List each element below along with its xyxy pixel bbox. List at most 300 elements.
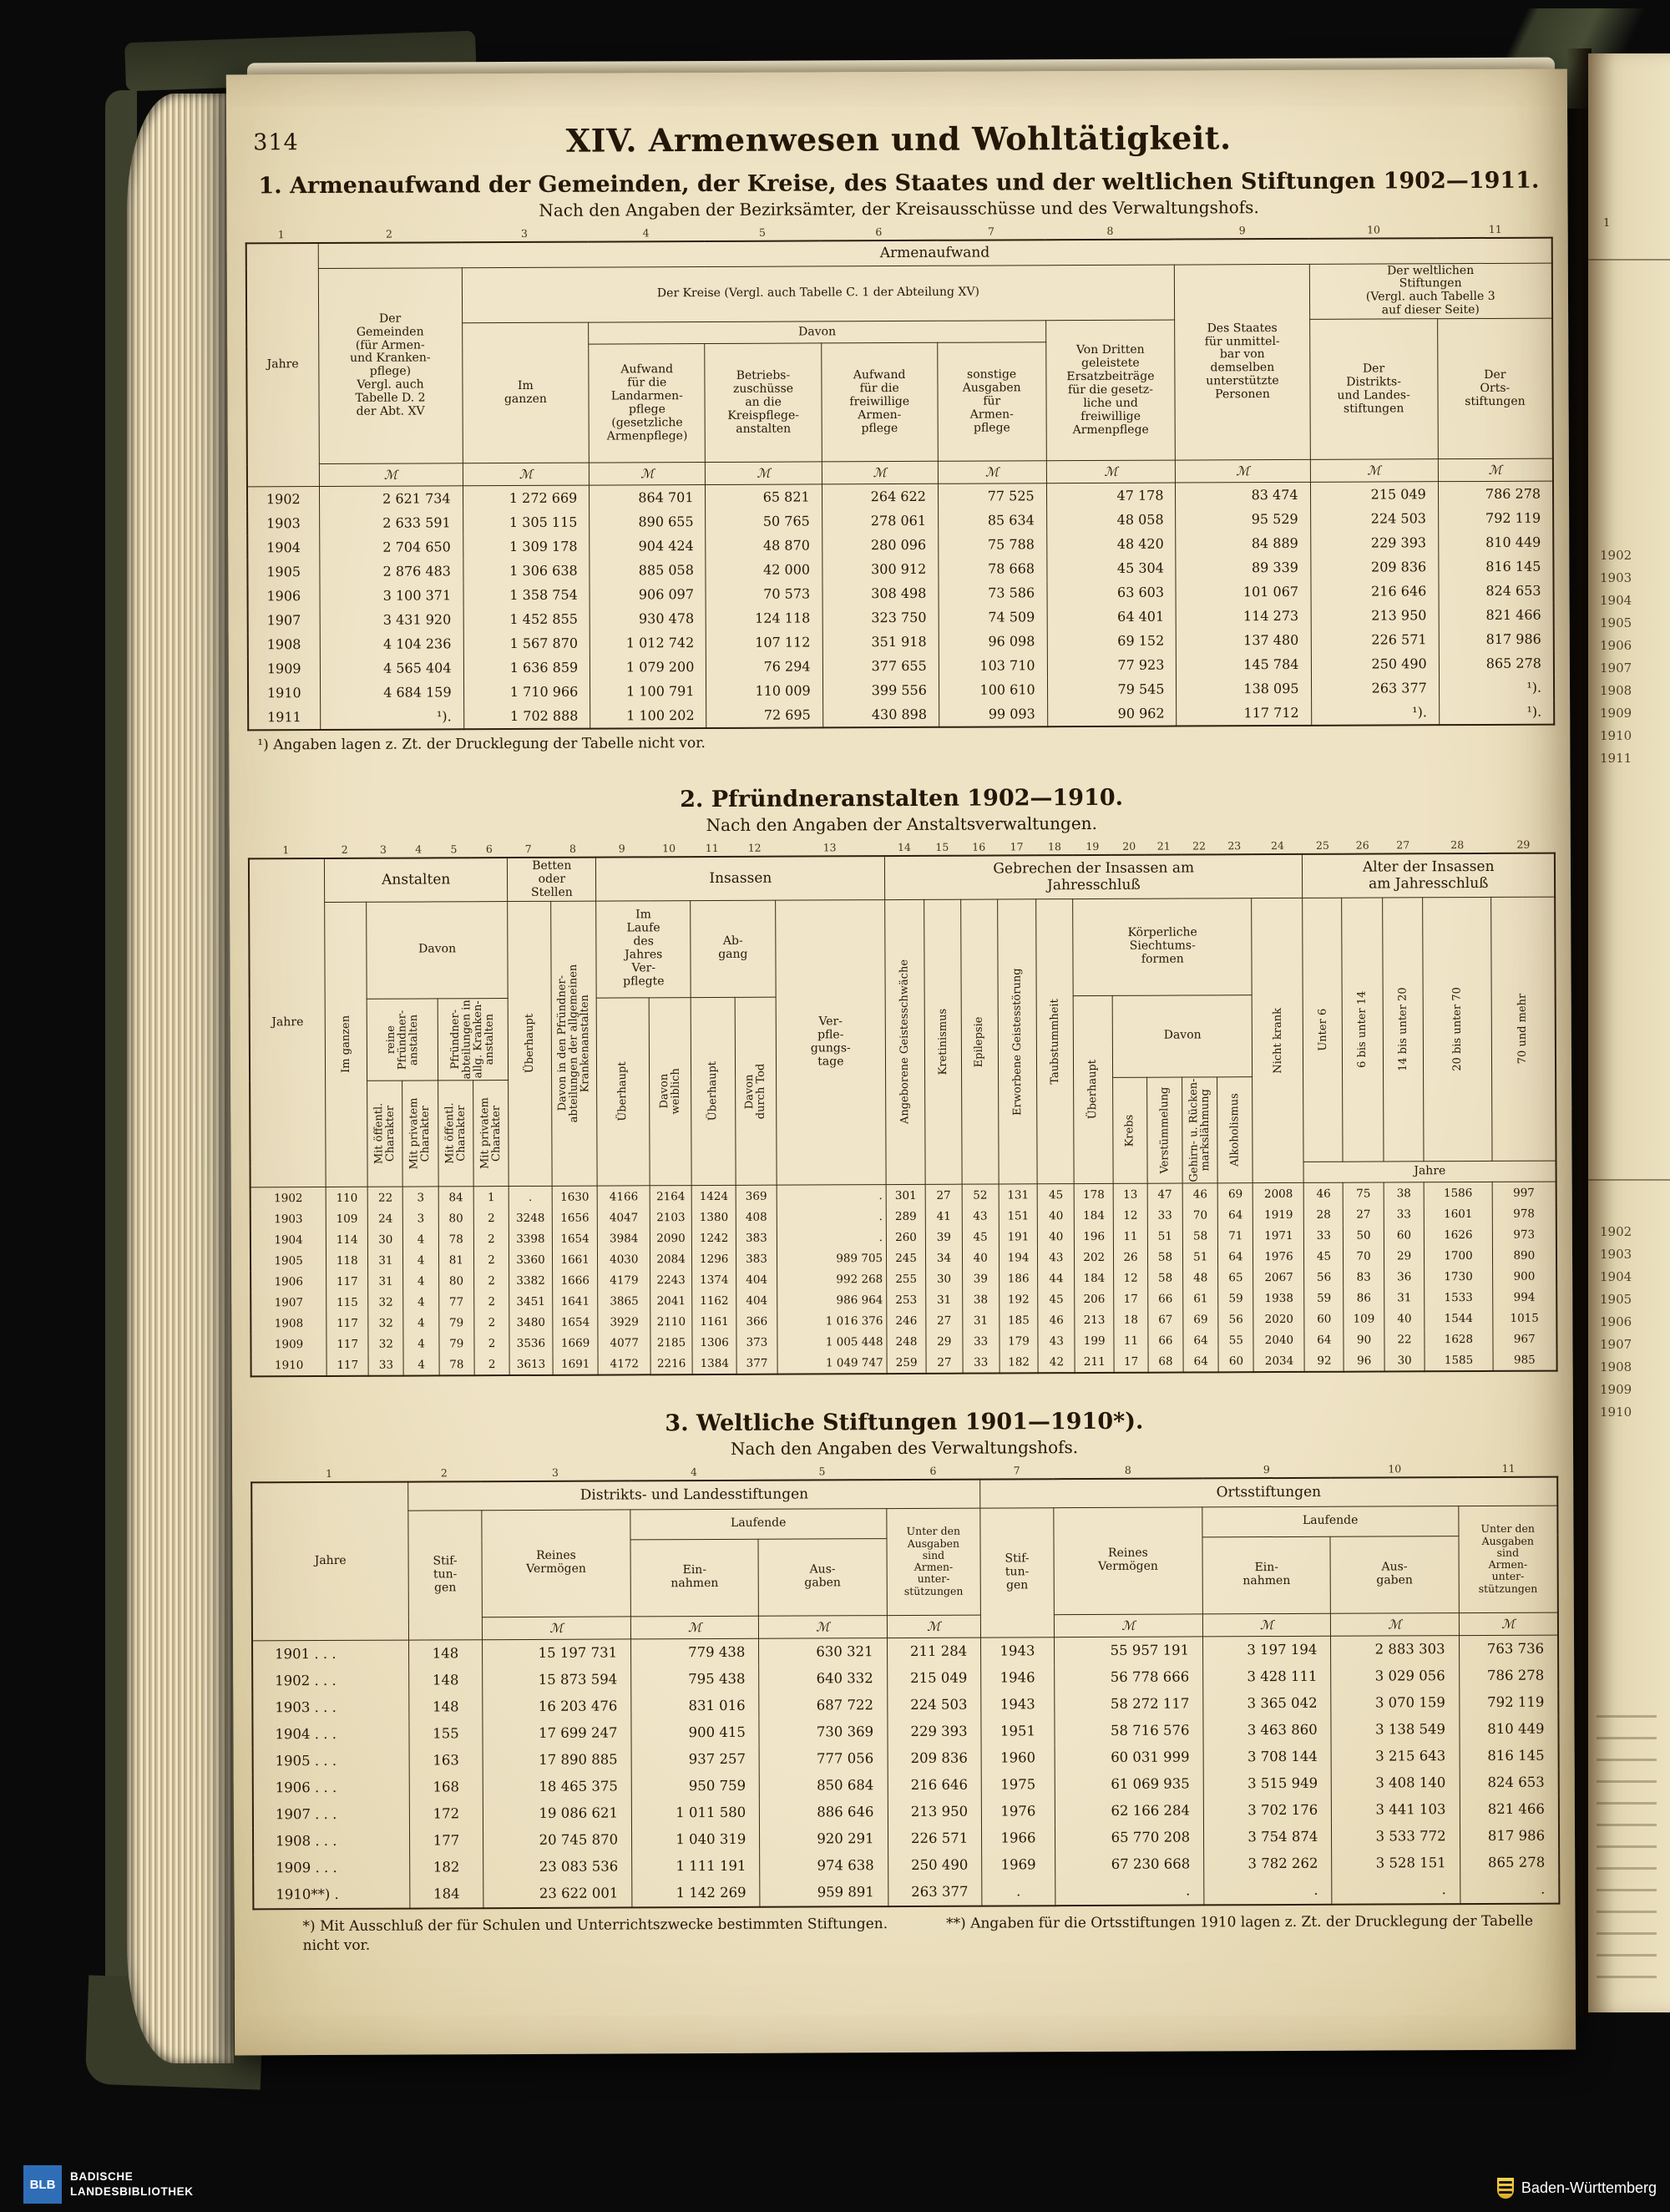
- value-cell: 816 145: [1460, 1742, 1559, 1769]
- value-cell: 148: [409, 1639, 483, 1667]
- table2-body: [250, 1182, 1557, 1376]
- value-cell: 36: [1384, 1266, 1425, 1287]
- value-cell: 1669: [553, 1333, 599, 1354]
- value-cell: 45: [1038, 1288, 1075, 1309]
- value-cell: 997: [1492, 1182, 1556, 1203]
- blb-library-logo: [23, 2165, 194, 2204]
- value-cell: 64: [1218, 1204, 1253, 1225]
- value-cell: 2040: [1253, 1329, 1304, 1350]
- value-cell: 77 525: [938, 483, 1046, 509]
- value-cell: 4: [403, 1249, 438, 1270]
- value-cell: 202: [1075, 1247, 1114, 1268]
- table3-footnote-double-star: **) Angaben für die Ortsstiftungen 1910 lagen z. Zt. der Drucklegung der Tabelle nicht vor.: [302, 1912, 1534, 1954]
- value-cell: 109: [1344, 1308, 1384, 1329]
- value-cell: 224 503: [1310, 506, 1438, 531]
- column-number: 9: [618, 842, 625, 855]
- baden-wuerttemberg-logo: [1497, 2178, 1657, 2199]
- value-cell: 55: [1218, 1329, 1253, 1350]
- facing-year: 1907: [1600, 661, 1632, 676]
- value-cell: 77 923: [1047, 653, 1177, 678]
- value-cell: 46: [1038, 1309, 1075, 1330]
- facing-year: 1905: [1600, 1292, 1632, 1307]
- col-header-nicht-krank: Nicht krank: [1252, 898, 1303, 1183]
- column-number: 22: [1192, 839, 1206, 853]
- column-number: 28: [1450, 838, 1465, 851]
- column-number: 17: [1010, 840, 1024, 853]
- value-cell: 15 197 731: [482, 1638, 630, 1666]
- value-cell: 18: [1114, 1309, 1148, 1330]
- value-cell: 890 655: [590, 509, 706, 534]
- value-cell: 1 040 319: [632, 1825, 760, 1853]
- value-cell: 992 268: [777, 1268, 886, 1290]
- col-header-anstalten: Anstalten: [325, 858, 508, 902]
- table3-header: [251, 1477, 1558, 1641]
- value-cell: 62 166 284: [1055, 1797, 1203, 1825]
- facing-year: 1907: [1600, 1337, 1632, 1352]
- value-cell: 1 100 791: [590, 679, 706, 704]
- currency-symbol: ℳ: [1438, 458, 1553, 482]
- value-cell: 900: [1492, 1266, 1556, 1287]
- table2-title: 2. Pfründneranstalten 1902—1910.: [680, 785, 1124, 813]
- value-cell: 32: [368, 1334, 403, 1354]
- value-cell: 46: [1304, 1182, 1344, 1204]
- value-cell: 2: [474, 1312, 509, 1333]
- value-cell: 250 490: [888, 1851, 982, 1878]
- value-cell: 1666: [552, 1270, 598, 1291]
- value-cell: 43: [962, 1206, 999, 1227]
- column-number: 6: [875, 225, 883, 238]
- value-cell: 78: [439, 1354, 474, 1375]
- value-cell: 3 528 151: [1332, 1850, 1460, 1877]
- value-cell: 640 332: [759, 1665, 887, 1693]
- value-cell: 985: [1493, 1349, 1557, 1371]
- value-cell: 40: [1038, 1205, 1075, 1226]
- value-cell: 4172: [599, 1353, 651, 1374]
- value-cell: 31: [368, 1250, 403, 1271]
- column-number: 10: [1388, 1461, 1402, 1476]
- value-cell: 3 463 860: [1203, 1716, 1331, 1744]
- facing-year: 1905: [1600, 615, 1632, 630]
- value-cell: 92: [1304, 1350, 1344, 1372]
- col-header-davon-weiblich: Davon weiblich: [649, 997, 691, 1185]
- value-cell: 24: [368, 1208, 403, 1229]
- value-cell: 226 571: [888, 1825, 982, 1851]
- year-cell: 1904 . . .: [252, 1720, 409, 1748]
- column-number: 3: [551, 1465, 559, 1479]
- value-cell: 3 515 949: [1203, 1769, 1331, 1797]
- col-header-laehmung: Gehirn- u. Rücken- markslähmung: [1182, 1077, 1218, 1183]
- currency-symbol: ℳ: [1054, 1613, 1202, 1637]
- col-header-insassen-ueberhaupt: Überhaupt: [597, 998, 650, 1187]
- year-cell: 1909: [250, 1334, 326, 1354]
- value-cell: 399 556: [822, 678, 939, 703]
- book-page: [226, 69, 1576, 2056]
- facing-year: 1902: [1600, 548, 1632, 563]
- value-cell: 145 784: [1177, 652, 1311, 677]
- value-cell: 48 420: [1046, 532, 1176, 557]
- year-cell: 1905: [247, 559, 319, 584]
- value-cell: 3 408 140: [1331, 1769, 1459, 1797]
- value-cell: 213 950: [888, 1798, 982, 1825]
- page-stack-edge: [127, 94, 234, 2063]
- col-header-armenunterstuetzungen: Unter den Ausgaben sind Armen- unter- stützungen: [1458, 1506, 1558, 1613]
- value-cell: 973: [1492, 1224, 1556, 1245]
- value-cell: 40: [1384, 1308, 1425, 1329]
- value-cell: 4047: [598, 1207, 650, 1227]
- col-header-betriebszuschuesse: Betriebs- zuschüsse an die Kreispflege- anstalten: [705, 343, 822, 463]
- value-cell: 27: [1344, 1204, 1384, 1225]
- blb-logo-mark: BLB: [23, 2165, 62, 2204]
- value-cell: 824 653: [1439, 579, 1554, 604]
- value-cell: 1730: [1425, 1266, 1492, 1287]
- value-cell: 1296: [692, 1248, 736, 1269]
- table2-section: [248, 783, 1558, 1378]
- value-cell: ¹).: [1439, 700, 1554, 726]
- value-cell: 226 571: [1311, 627, 1439, 652]
- value-cell: 937 257: [631, 1745, 759, 1773]
- value-cell: 109: [326, 1208, 367, 1229]
- weltliche-stiftungen-table: [250, 1476, 1560, 1910]
- column-number: 1: [282, 843, 290, 857]
- value-cell: 1 005 448: [777, 1331, 887, 1353]
- value-cell: 79 545: [1047, 677, 1177, 702]
- value-cell: 1654: [552, 1228, 598, 1249]
- column-number: 7: [524, 842, 532, 855]
- value-cell: 58 272 117: [1055, 1690, 1203, 1718]
- column-number: 4: [690, 1465, 697, 1478]
- value-cell: 118: [326, 1250, 368, 1271]
- value-cell: 40: [1038, 1226, 1075, 1247]
- column-number: 7: [987, 225, 994, 238]
- blb-logo-line1: BADISCHE: [70, 2170, 134, 2184]
- value-cell: 79: [439, 1333, 474, 1354]
- col-header-taubstummheit: Taubstummheit: [1036, 898, 1074, 1183]
- value-cell: 64: [1183, 1350, 1218, 1372]
- value-cell: 2216: [650, 1353, 692, 1374]
- column-number: 20: [1122, 839, 1136, 853]
- value-cell: 4179: [598, 1269, 650, 1290]
- value-cell: 763 736: [1459, 1635, 1558, 1663]
- value-cell: 2: [474, 1354, 509, 1375]
- column-number: 11: [1501, 1461, 1516, 1475]
- value-cell: 1691: [553, 1354, 599, 1375]
- value-cell: 80: [438, 1270, 473, 1291]
- col-header-70-und-mehr: 70 und mehr: [1490, 897, 1556, 1161]
- value-cell: 58: [1147, 1268, 1182, 1288]
- value-cell: 2: [473, 1249, 509, 1270]
- value-cell: 4 565 404: [320, 656, 463, 681]
- value-cell: 1424: [691, 1185, 736, 1207]
- value-cell: 1 011 580: [631, 1799, 759, 1826]
- value-cell: 192: [999, 1288, 1038, 1309]
- value-cell: 100 610: [939, 678, 1047, 703]
- value-cell: 930 478: [590, 606, 706, 631]
- facing-year: 1911: [1600, 751, 1632, 766]
- value-cell: 69: [1217, 1183, 1252, 1205]
- col-header-im-laufe-verpflegte: Im Laufe des Jahres Ver- pflegte: [596, 900, 691, 997]
- col-header-jahre: Jahre: [246, 243, 319, 487]
- value-cell: 79: [439, 1312, 474, 1333]
- column-number: 8: [569, 842, 577, 855]
- value-cell: 248: [887, 1331, 926, 1352]
- value-cell: 60: [1384, 1224, 1425, 1245]
- value-cell: ¹).: [1311, 700, 1439, 726]
- value-cell: 69 152: [1047, 629, 1177, 654]
- value-cell: 117: [326, 1271, 368, 1292]
- col-header-weltliche-stiftungen: Der weltlichen Stiftungen (Vergl. auch Tabelle 3 auf dieser Seite): [1309, 263, 1552, 320]
- value-cell: 1 309 178: [463, 534, 590, 559]
- value-cell: 1374: [692, 1269, 736, 1290]
- value-cell: 33: [368, 1354, 403, 1376]
- value-cell: 1976: [982, 1798, 1055, 1825]
- value-cell: 366: [736, 1311, 777, 1332]
- value-cell: 17: [1114, 1351, 1148, 1373]
- table1-section: [245, 168, 1555, 754]
- value-cell: 1 358 754: [463, 583, 590, 608]
- value-cell: 45: [962, 1227, 999, 1248]
- value-cell: .: [777, 1206, 886, 1227]
- value-cell: .: [982, 1878, 1055, 1906]
- col-header-verstuemmelung: Verstümmelung: [1146, 1077, 1182, 1183]
- value-cell: 3248: [509, 1207, 552, 1228]
- value-cell: 817 986: [1439, 627, 1554, 652]
- value-cell: ¹).: [320, 705, 463, 731]
- value-cell: 1380: [691, 1207, 736, 1227]
- column-number: 26: [1355, 838, 1369, 852]
- col-header-pfruendnerabteilungen: Pfründner- abteilungen in allg. Kranken- anstalten: [438, 998, 509, 1080]
- value-cell: 90 962: [1047, 701, 1177, 727]
- value-cell: 48: [1183, 1267, 1218, 1288]
- table2-header: [249, 853, 1556, 1187]
- facing-year: 1906: [1600, 638, 1632, 653]
- value-cell: 2034: [1253, 1350, 1304, 1372]
- value-cell: 1 636 859: [463, 656, 590, 681]
- value-cell: 17: [1114, 1288, 1148, 1309]
- value-cell: 1976: [1253, 1246, 1304, 1267]
- value-cell: 890: [1492, 1245, 1556, 1266]
- value-cell: 83 474: [1176, 483, 1310, 508]
- year-cell: 1907: [250, 1292, 326, 1313]
- value-cell: 216 646: [1310, 579, 1438, 604]
- value-cell: 1938: [1253, 1288, 1304, 1308]
- value-cell: 47 178: [1046, 483, 1176, 508]
- value-cell: 2008: [1253, 1182, 1304, 1204]
- value-cell: 99 093: [939, 702, 1047, 728]
- value-cell: 31: [963, 1310, 999, 1331]
- value-cell: 110 009: [706, 679, 822, 704]
- col-header-stiftungen-anzahl: Stif- tun- gen: [408, 1510, 482, 1639]
- value-cell: 43: [1038, 1247, 1075, 1268]
- column-number: 2: [440, 1465, 448, 1479]
- value-cell: 31: [368, 1271, 403, 1292]
- value-cell: 38: [962, 1289, 999, 1310]
- value-cell: 75 788: [939, 533, 1047, 558]
- col-header-erworbene-geistesstoerung: Erworbene Geistesstörung: [997, 899, 1037, 1184]
- value-cell: 1306: [692, 1332, 736, 1353]
- currency-symbol: ℳ: [706, 462, 822, 485]
- column-number: 4: [415, 843, 423, 856]
- value-cell: 90: [1344, 1329, 1384, 1350]
- value-cell: 27: [925, 1184, 962, 1206]
- value-cell: 824 653: [1460, 1769, 1559, 1796]
- value-cell: 3 702 176: [1203, 1796, 1331, 1824]
- chapter-title: XIV. Armenwesen und Wohltätigkeit.: [565, 119, 1232, 159]
- value-cell: 58: [1182, 1225, 1217, 1246]
- value-cell: 259: [887, 1352, 926, 1374]
- currency-symbol: ℳ: [1046, 460, 1176, 483]
- value-cell: 1162: [692, 1290, 736, 1311]
- table3-subtitle: Nach den Angaben des Verwaltungshofs.: [730, 1437, 1079, 1459]
- value-cell: 17 699 247: [483, 1719, 631, 1747]
- value-cell: 986 964: [777, 1289, 886, 1311]
- value-cell: 85 634: [938, 509, 1046, 534]
- value-cell: 687 722: [759, 1692, 887, 1719]
- value-cell: 2 633 591: [319, 511, 463, 536]
- value-cell: 52: [962, 1184, 999, 1206]
- value-cell: 4030: [598, 1248, 650, 1269]
- value-cell: 3 782 262: [1204, 1850, 1332, 1877]
- value-cell: 191: [999, 1226, 1038, 1247]
- value-cell: 3360: [509, 1249, 553, 1270]
- col-header-alkoholismus: Alkoholismus: [1217, 1077, 1253, 1183]
- value-cell: 103 710: [939, 654, 1047, 679]
- value-cell: 408: [736, 1207, 777, 1227]
- column-number: 8: [1124, 1463, 1131, 1476]
- value-cell: 42 000: [706, 558, 822, 583]
- value-cell: 229 393: [1310, 530, 1438, 555]
- value-cell: 351 918: [822, 630, 939, 655]
- col-header-jahre-unit: Jahre: [1303, 1161, 1556, 1183]
- col-header-mit-privatem-charakter: Mit privatem Charakter: [473, 1080, 509, 1186]
- value-cell: .: [1055, 1877, 1203, 1906]
- value-cell: 86: [1344, 1288, 1384, 1308]
- value-cell: 2041: [650, 1290, 692, 1311]
- value-cell: 184: [410, 1880, 483, 1908]
- value-cell: 67 230 668: [1055, 1850, 1203, 1878]
- value-cell: 3 365 042: [1203, 1689, 1331, 1717]
- column-number: 10: [662, 841, 676, 855]
- value-cell: ¹).: [1439, 676, 1554, 701]
- value-cell: 1966: [982, 1825, 1055, 1851]
- facing-page-partial: [1588, 53, 1670, 2012]
- value-cell: 65 770 208: [1055, 1824, 1203, 1851]
- value-cell: 39: [962, 1268, 999, 1289]
- col-header-mit-oeffentlichem-charakter: Mit öffentl. Charakter: [438, 1081, 473, 1187]
- value-cell: 34: [925, 1248, 962, 1268]
- column-number: 13: [822, 841, 837, 854]
- col-header-distriktsstiftungen: Distrikts- und Landesstiftungen: [408, 1480, 980, 1511]
- column-number: 18: [1047, 839, 1061, 853]
- value-cell: 1630: [552, 1186, 598, 1207]
- value-cell: 60 031 999: [1055, 1744, 1203, 1771]
- value-cell: .: [1460, 1875, 1559, 1904]
- col-header-gebrechen: Gebrechen der Insassen am Jahresschluß: [885, 854, 1303, 899]
- value-cell: 994: [1492, 1287, 1556, 1308]
- column-number: 9: [1263, 1462, 1270, 1476]
- value-cell: 1384: [692, 1353, 736, 1374]
- facing-year: 1910: [1600, 1405, 1632, 1420]
- value-cell: 12: [1113, 1205, 1147, 1226]
- value-cell: 4 684 159: [320, 681, 463, 706]
- value-cell: 3929: [598, 1311, 650, 1332]
- col-header-verpflegungstage: Ver- pfle- gungs- tage: [775, 899, 886, 1185]
- column-number: 21: [1156, 839, 1171, 853]
- col-header-im-ganzen: Im ganzen: [462, 322, 589, 463]
- value-cell: 81: [438, 1249, 473, 1270]
- value-cell: 2084: [650, 1248, 692, 1269]
- value-cell: 245: [887, 1248, 926, 1268]
- value-cell: 2: [473, 1207, 509, 1228]
- col-header-koerperliche-siechtumsformen: Körperliche Siechtums- formen: [1073, 898, 1252, 995]
- col-header-einnahmen: Ein- nahmen: [1202, 1536, 1331, 1614]
- value-cell: 148: [409, 1667, 483, 1693]
- facing-year: 1909: [1600, 706, 1632, 721]
- value-cell: 831 016: [631, 1692, 759, 1719]
- page-header: [245, 118, 1552, 165]
- value-cell: 1544: [1425, 1308, 1492, 1329]
- value-cell: 56: [1218, 1308, 1253, 1329]
- value-cell: 300 912: [822, 557, 938, 582]
- value-cell: 246: [887, 1310, 926, 1331]
- col-header-armenunterstuetzungen: Unter den Ausgaben sind Armen- unter- stützungen: [886, 1508, 980, 1615]
- value-cell: 22: [367, 1187, 402, 1208]
- value-cell: 70 573: [706, 582, 822, 607]
- value-cell: 4166: [598, 1186, 650, 1207]
- value-cell: 865 278: [1439, 651, 1554, 676]
- value-cell: 107 112: [706, 630, 822, 656]
- value-cell: 1161: [692, 1311, 736, 1332]
- value-cell: 33: [1384, 1203, 1425, 1224]
- value-cell: 72 695: [706, 703, 822, 729]
- value-cell: 630 321: [759, 1637, 887, 1665]
- value-cell: 3 431 920: [320, 608, 463, 633]
- value-cell: 810 449: [1439, 530, 1554, 555]
- facing-year: 1904: [1600, 593, 1632, 608]
- value-cell: 184: [1075, 1268, 1114, 1288]
- value-cell: 67: [1148, 1309, 1183, 1330]
- value-cell: 76 294: [706, 655, 822, 680]
- value-cell: 78: [438, 1228, 473, 1249]
- value-cell: 3480: [509, 1312, 553, 1333]
- column-number: 8: [1106, 224, 1114, 237]
- value-cell: 2090: [650, 1227, 691, 1248]
- column-number: 9: [1238, 223, 1246, 236]
- value-cell: 23 083 536: [483, 1853, 631, 1880]
- value-cell: 3 428 111: [1203, 1663, 1331, 1690]
- value-cell: 2 704 650: [319, 535, 463, 560]
- col-header-siechtum-ueberhaupt: Überhaupt: [1073, 995, 1113, 1183]
- value-cell: 84 889: [1176, 531, 1310, 556]
- currency-symbol: ℳ: [887, 1615, 981, 1637]
- value-cell: 179: [999, 1330, 1038, 1351]
- col-header-reines-vermoegen: Reines Vermögen: [1054, 1506, 1203, 1614]
- year-cell: 1903 . . .: [252, 1693, 409, 1721]
- table2-subtitle: Nach den Angaben der Anstaltsverwaltungen.: [706, 813, 1097, 836]
- value-cell: 278 061: [822, 509, 938, 534]
- value-cell: 74 509: [939, 605, 1047, 630]
- value-cell: 2067: [1253, 1267, 1304, 1288]
- col-header-landarmenpflege: Aufwand für die Landarmen- pflege (gesetzliche Armenpflege): [589, 344, 706, 463]
- value-cell: 19 086 621: [483, 1799, 631, 1827]
- value-cell: 73 586: [939, 581, 1047, 606]
- table1-header: [246, 238, 1553, 488]
- value-cell: 1919: [1253, 1204, 1304, 1225]
- col-header-betten-davon-abteilungen: Davon in den Pfründner- abteilungen der allgemeinen Krankenanstalten: [550, 901, 597, 1186]
- value-cell: 369: [736, 1185, 777, 1207]
- value-cell: 2: [474, 1270, 509, 1291]
- column-number: 1: [326, 1466, 333, 1480]
- col-header-mit-oeffentlichem-charakter: Mit öffentl. Charakter: [367, 1081, 403, 1187]
